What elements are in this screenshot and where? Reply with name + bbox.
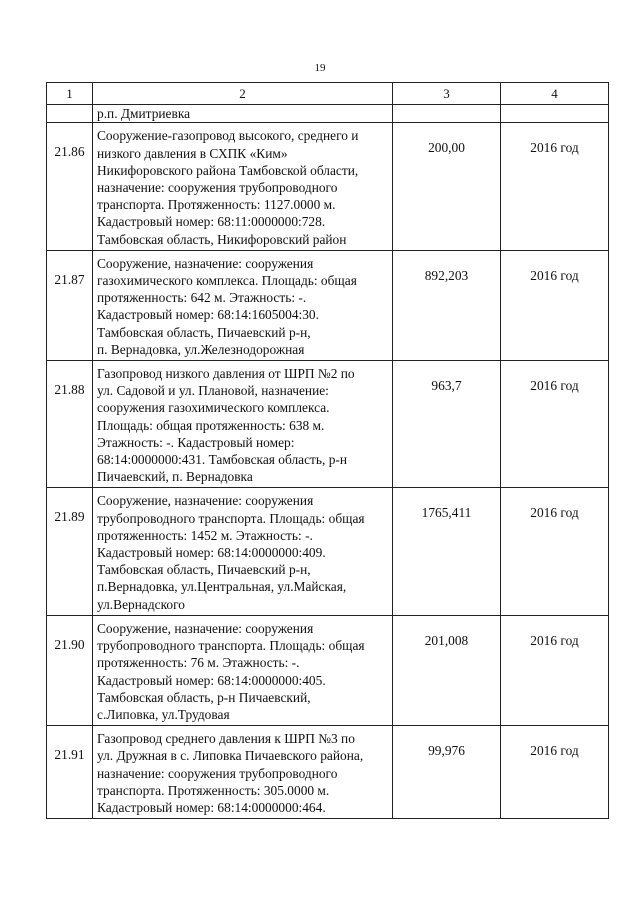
description-line: трубопроводного транспорта. Площадь: общая	[97, 510, 365, 526]
description-line: сооружения газохимического комплекса.	[97, 400, 330, 416]
column-header-value: 3	[393, 83, 501, 105]
row-year: 2016 год	[501, 123, 609, 250]
description-line: низкого давления в СХПК «Ким»	[97, 145, 288, 161]
description-line: назначение: сооружения трубопроводного	[97, 765, 338, 781]
description-line: Пичаевский, п. Вернадовка	[97, 469, 253, 485]
table-row	[47, 488, 609, 615]
row-value: 99,976	[393, 726, 501, 819]
row-year: 2016 год	[501, 726, 609, 819]
description-line: ул. Садовой и ул. Плановой, назначение:	[97, 383, 329, 399]
table-row	[47, 615, 609, 725]
row-year: 2016 год	[501, 488, 609, 615]
row-value: 1765,411	[393, 488, 501, 615]
description-line: транспорта. Протяженность: 1127.0000 м.	[97, 197, 336, 213]
table-row	[47, 361, 609, 488]
description-line: Газопровод низкого давления от ШРП №2 по	[97, 366, 355, 382]
column-header-number: 1	[47, 83, 93, 105]
description-line: Кадастровый номер: 68:14:1605004:30.	[97, 307, 319, 323]
locality-number-cell	[47, 105, 93, 123]
table-row	[47, 250, 609, 360]
description-line: протяженность: 1452 м. Этажность: -.	[97, 527, 313, 543]
description-line: Сооружение, назначение: сооружения	[97, 620, 314, 636]
description-line: 68:14:0000000:431. Тамбовская область, р-н	[97, 452, 348, 468]
property-registry-table	[46, 82, 609, 819]
row-description	[93, 123, 393, 250]
locality-year-cell	[501, 105, 609, 123]
row-description	[93, 250, 393, 360]
description-line: Кадастровый номер: 68:11:0000000:728.	[97, 214, 326, 230]
description-line: ул.Вернадского	[97, 596, 185, 612]
description-line: Сооружение, назначение: сооружения	[97, 493, 314, 509]
description-line: Кадастровый номер: 68:14:0000000:409.	[97, 545, 326, 561]
description-line: Кадастровый номер: 68:14:0000000:464.	[97, 799, 326, 815]
locality-row	[47, 105, 609, 123]
description-line: с.Липовка, ул.Трудовая	[97, 706, 230, 722]
row-number: 21.91	[47, 726, 93, 819]
column-header-description: 2	[93, 83, 393, 105]
row-number: 21.87	[47, 250, 93, 360]
description-line: Площадь: общая протяженность: 638 м.	[97, 417, 325, 433]
row-value: 963,7	[393, 361, 501, 488]
page-number: 19	[314, 62, 326, 74]
description-line: Никифоровского района Тамбовской области,	[97, 162, 359, 178]
row-number: 21.89	[47, 488, 93, 615]
row-year: 2016 год	[501, 250, 609, 360]
description-line: Газопровод среднего давления к ШРП №3 по	[97, 731, 355, 747]
locality-name: р.п. Дмитриевка	[93, 105, 393, 123]
header-row	[47, 83, 609, 105]
description-line: п.Вернадовка, ул.Центральная, ул.Майская,	[97, 579, 347, 595]
description-line: Тамбовская область, р-н Пичаевский,	[97, 689, 311, 705]
description-line: протяженность: 642 м. Этажность: -.	[97, 290, 307, 306]
description-line: Кадастровый номер: 68:14:0000000:405.	[97, 672, 326, 688]
description-line: Сооружение, назначение: сооружения	[97, 255, 314, 271]
description-line: газохимического комплекса. Площадь: общая	[97, 273, 357, 289]
description-line: Тамбовская область, Пичаевский р-н,	[97, 562, 311, 578]
description-line: транспорта. Протяженность: 305.0000 м.	[97, 782, 330, 798]
description-line: протяженность: 76 м. Этажность: -.	[97, 655, 300, 671]
row-description	[93, 726, 393, 819]
column-header-year: 4	[501, 83, 609, 105]
row-number: 21.90	[47, 615, 93, 725]
description-line: Сооружение-газопровод высокого, среднего и	[97, 128, 359, 144]
description-line: ул. Дружная в с. Липовка Пичаевского района,	[97, 748, 364, 764]
table-row	[47, 123, 609, 250]
row-year: 2016 год	[501, 615, 609, 725]
row-number: 21.88	[47, 361, 93, 488]
row-value: 201,008	[393, 615, 501, 725]
row-description	[93, 615, 393, 725]
row-year: 2016 год	[501, 361, 609, 488]
description-line: трубопроводного транспорта. Площадь: общая	[97, 638, 365, 654]
description-line: Тамбовская область, Никифоровский район	[97, 231, 347, 247]
row-value: 200,00	[393, 123, 501, 250]
row-value: 892,203	[393, 250, 501, 360]
description-line: назначение: сооружения трубопроводного	[97, 180, 338, 196]
description-line: п. Вернадовка, ул.Железнодорожная	[97, 341, 305, 357]
description-line: Тамбовская область, Пичаевский р-н,	[97, 324, 311, 340]
description-line: Этажность: -. Кадастровый номер:	[97, 434, 295, 450]
row-description	[93, 488, 393, 615]
row-number: 21.86	[47, 123, 93, 250]
table-row	[47, 726, 609, 819]
locality-value-cell	[393, 105, 501, 123]
row-description	[93, 361, 393, 488]
